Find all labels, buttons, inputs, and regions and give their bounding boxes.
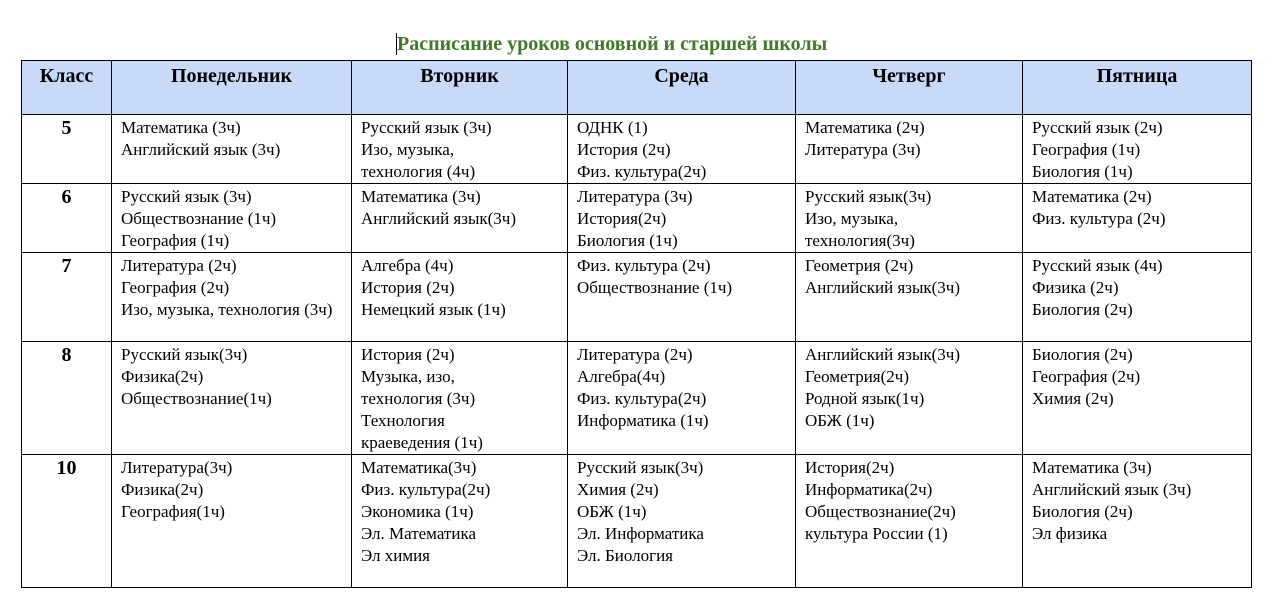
lesson-entry: Литература (2ч) <box>121 256 237 275</box>
lesson-entry: Эл физика <box>1032 524 1108 543</box>
lesson-entry: История(2ч) <box>805 458 895 477</box>
lesson-entry: Геометрия(2ч) <box>805 367 909 386</box>
lesson-entry: ОБЖ (1ч) <box>805 411 875 430</box>
header-friday: Пятница <box>1023 61 1252 115</box>
lesson-entry: Математика (3ч) <box>121 118 241 137</box>
header-grade: Класс <box>22 61 112 115</box>
lesson-entry: История (2ч) <box>361 278 455 297</box>
lesson-entry: Физ. культура (2ч) <box>1032 209 1166 228</box>
lesson-entry: Английский язык (3ч) <box>1032 480 1192 499</box>
lesson-entry: Физика(2ч) <box>121 480 204 499</box>
schedule-table <box>21 60 1252 588</box>
lesson-entry: Физ. культура(2ч) <box>577 162 707 181</box>
lesson-entry: Физ. культура (2ч) <box>577 256 711 275</box>
lesson-entry: Литература (2ч) <box>577 345 693 364</box>
table-row <box>22 115 1252 184</box>
lesson-entry: Русский язык(3ч) <box>805 187 932 206</box>
schedule-cell-thursday <box>796 342 1023 455</box>
lesson-entry: краеведения (1ч) <box>361 433 483 452</box>
lesson-entry: Физика(2ч) <box>121 367 204 386</box>
lesson-entry: Биология (1ч) <box>1032 162 1133 181</box>
schedule-cell-tuesday <box>352 455 568 588</box>
lesson-entry: Эл. Информатика <box>577 524 704 543</box>
lesson-entry: Изо, музыка, <box>361 140 455 159</box>
schedule-cell-wednesday <box>568 184 796 253</box>
lesson-entry: Эл химия <box>361 546 431 565</box>
schedule-body <box>22 115 1252 588</box>
lesson-entry: Математика (2ч) <box>805 118 925 137</box>
header-tuesday: Вторник <box>352 61 568 115</box>
lesson-entry: Английский язык(3ч) <box>805 345 961 364</box>
lesson-entry: География (1ч) <box>121 231 230 250</box>
schedule-cell-friday <box>1023 342 1252 455</box>
lesson-entry: культура России (1) <box>805 524 948 543</box>
lesson-entry: Физ. культура(2ч) <box>577 389 707 408</box>
table-row <box>22 342 1252 455</box>
lesson-entry: Изо, музыка, технология (3ч) <box>121 300 333 319</box>
lesson-entry: География (1ч) <box>1032 140 1141 159</box>
lesson-entry: История (2ч) <box>577 140 671 159</box>
lesson-entry: Алгебра(4ч) <box>577 367 666 386</box>
table-row <box>22 184 1252 253</box>
lesson-entry: Биология (2ч) <box>1032 300 1133 319</box>
lesson-entry: Алгебра (4ч) <box>361 256 454 275</box>
schedule-cell-thursday <box>796 455 1023 588</box>
lesson-entry: Обществознание (1ч) <box>121 209 277 228</box>
lesson-entry: История(2ч) <box>577 209 667 228</box>
lesson-entry: Английский язык(3ч) <box>805 278 961 297</box>
schedule-cell-thursday <box>796 115 1023 184</box>
lesson-entry: Русский язык (2ч) <box>1032 118 1163 137</box>
lesson-entry: Биология (2ч) <box>1032 502 1133 521</box>
lesson-entry: Эл. Биология <box>577 546 673 565</box>
lesson-entry: География(1ч) <box>121 502 225 521</box>
header-row <box>22 61 1252 115</box>
lesson-entry: ОДНК (1) <box>577 118 648 137</box>
schedule-cell-thursday <box>796 184 1023 253</box>
lesson-entry: Музыка, изо, <box>361 367 455 386</box>
lesson-entry: Изо, музыка, <box>805 209 899 228</box>
lesson-entry: Обществознание(1ч) <box>121 389 272 408</box>
lesson-entry: Информатика (1ч) <box>577 411 709 430</box>
lesson-entry: технология (4ч) <box>361 162 476 181</box>
lesson-entry: Математика (3ч) <box>361 187 481 206</box>
lesson-entry: Немецкий язык (1ч) <box>361 300 506 319</box>
schedule-cell-wednesday <box>568 253 796 342</box>
header-monday: Понедельник <box>112 61 352 115</box>
lesson-entry: Обществознание (1ч) <box>577 278 733 297</box>
grade-cell: 10 <box>22 455 112 588</box>
lesson-entry: Экономика (1ч) <box>361 502 474 521</box>
grade-cell: 5 <box>22 115 112 184</box>
document-title: Расписание уроков основной и старшей школы <box>397 33 828 55</box>
schedule-cell-tuesday <box>352 253 568 342</box>
schedule-cell-monday <box>112 253 352 342</box>
schedule-cell-wednesday <box>568 342 796 455</box>
schedule-cell-friday <box>1023 115 1252 184</box>
grade-cell: 8 <box>22 342 112 455</box>
lesson-entry: История (2ч) <box>361 345 455 364</box>
schedule-cell-monday <box>112 455 352 588</box>
lesson-entry: Русский язык(3ч) <box>121 345 248 364</box>
lesson-entry: Русский язык (4ч) <box>1032 256 1163 275</box>
header-thursday: Четверг <box>796 61 1023 115</box>
lesson-entry: Химия (2ч) <box>1032 389 1114 408</box>
schedule-cell-friday <box>1023 455 1252 588</box>
lesson-entry: Физ. культура(2ч) <box>361 480 491 499</box>
header-wednesday: Среда <box>568 61 796 115</box>
lesson-entry: Литература(3ч) <box>121 458 233 477</box>
lesson-entry: ОБЖ (1ч) <box>577 502 647 521</box>
table-row <box>22 455 1252 588</box>
lesson-entry: Технология <box>361 411 445 430</box>
schedule-cell-friday <box>1023 184 1252 253</box>
schedule-cell-tuesday <box>352 115 568 184</box>
lesson-entry: География (2ч) <box>1032 367 1141 386</box>
lesson-entry: Информатика(2ч) <box>805 480 933 499</box>
schedule-cell-wednesday <box>568 455 796 588</box>
grade-cell: 7 <box>22 253 112 342</box>
lesson-entry: География (2ч) <box>121 278 230 297</box>
lesson-entry: Английский язык (3ч) <box>121 140 281 159</box>
lesson-entry: Геометрия (2ч) <box>805 256 914 275</box>
lesson-entry: Русский язык (3ч) <box>361 118 492 137</box>
lesson-entry: Физика (2ч) <box>1032 278 1119 297</box>
lesson-entry: Русский язык (3ч) <box>121 187 252 206</box>
lesson-entry: Математика(3ч) <box>361 458 477 477</box>
lesson-entry: Обществознание(2ч) <box>805 502 956 521</box>
lesson-entry: Химия (2ч) <box>577 480 659 499</box>
lesson-entry: Английский язык(3ч) <box>361 209 517 228</box>
schedule-cell-tuesday <box>352 184 568 253</box>
schedule-cell-tuesday <box>352 342 568 455</box>
schedule-cell-monday <box>112 184 352 253</box>
schedule-cell-monday <box>112 342 352 455</box>
lesson-entry: Литература (3ч) <box>805 140 921 159</box>
lesson-entry: Биология (2ч) <box>1032 345 1133 364</box>
lesson-entry: Родной язык(1ч) <box>805 389 925 408</box>
grade-cell: 6 <box>22 184 112 253</box>
lesson-entry: технология (3ч) <box>361 389 476 408</box>
schedule-cell-friday <box>1023 253 1252 342</box>
lesson-entry: Русский язык(3ч) <box>577 458 704 477</box>
lesson-entry: Математика (2ч) <box>1032 187 1152 206</box>
schedule-cell-thursday <box>796 253 1023 342</box>
lesson-entry: Эл. Математика <box>361 524 476 543</box>
schedule-cell-wednesday <box>568 115 796 184</box>
schedule-cell-monday <box>112 115 352 184</box>
lesson-entry: Биология (1ч) <box>577 231 678 250</box>
lesson-entry: технология(3ч) <box>805 231 915 250</box>
lesson-entry: Математика (3ч) <box>1032 458 1152 477</box>
lesson-entry: Литература (3ч) <box>577 187 693 206</box>
table-row <box>22 253 1252 342</box>
